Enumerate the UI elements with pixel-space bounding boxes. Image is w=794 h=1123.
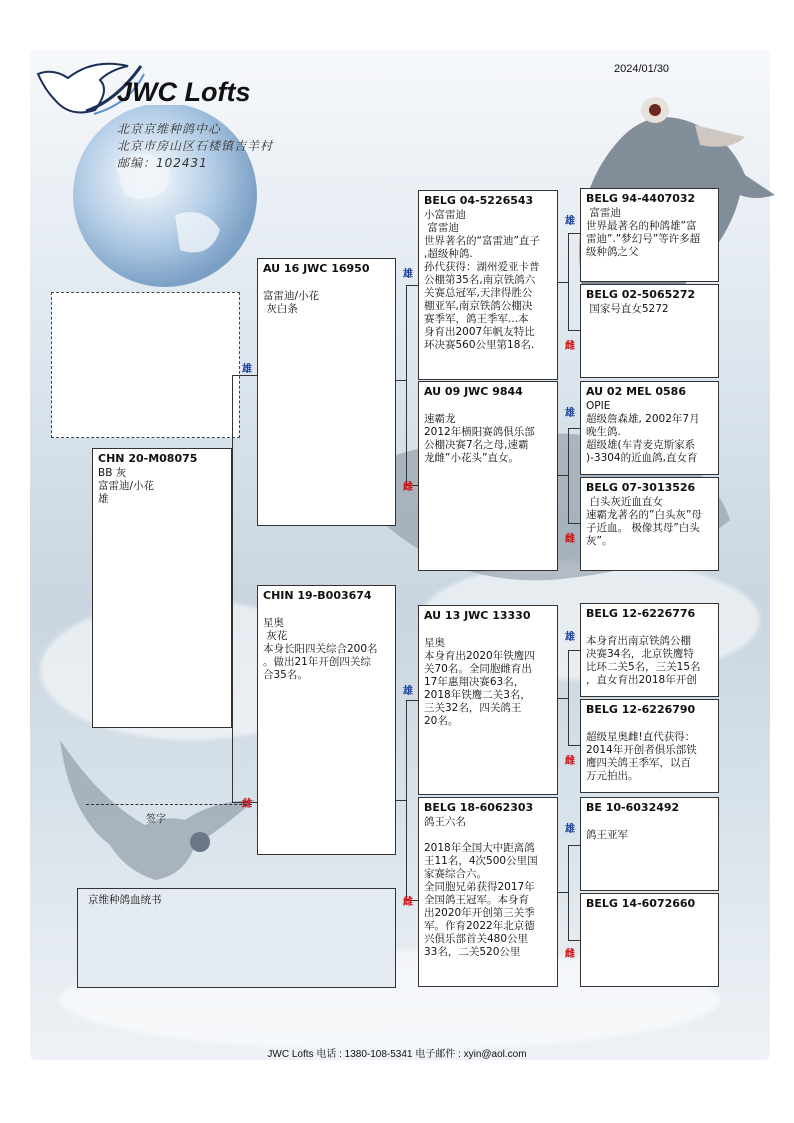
connector-line [568,330,580,331]
connector-line [568,650,569,745]
great-grandparent-box[interactable] [580,477,719,571]
connector-line [406,700,418,701]
certificate-box[interactable] [77,888,396,988]
ring-number: BELG 12-6226790 [586,703,696,716]
address-line-2: 北京市房山区石楼镇吉羊村 [117,139,274,153]
female-marker: 雌 [565,341,575,352]
ring-number: AU 13 JWC 13330 [424,609,531,622]
pigeon-notes: 速霸龙 2012年横阳赛鸽俱乐部 公棚决赛7名之母,速霸 龙雌”小花头”直女。 [424,413,535,464]
photo-placeholder[interactable] [51,292,240,438]
brand-title: JWC Lofts [117,77,251,107]
connector-line [558,892,568,893]
pigeon-notes: 鸽王六名 2018年全国大中距离鸽 王11名，4次500公里国 家赛综合六。 全同胞兄弟获得2017年 全国鸽王冠军。本身育 出2020年开创第三关季 军。作育2022年北京德 兴俱乐部首关480公里 33名，二关520公里 [424,816,538,958]
connector-line [568,523,580,524]
certificate-title: 京维种鸽血统书 [88,894,162,906]
granddam-maternal-box[interactable] [418,797,558,987]
connector-line [232,375,257,376]
pigeon-notes: OPIE 超级詹森雄, 2002年7月 晚生鸽. 超级雄(车青麦克斯家系 )-3304的近血鸽,直女育 [586,400,700,464]
connector-line [396,800,406,801]
ring-number: CHIN 19-B003674 [263,589,372,602]
connector-line [406,700,407,900]
female-marker: 雌 [403,482,413,493]
great-grandparent-box[interactable] [580,381,719,475]
pigeon-notes: 富雷迪/小花 灰白条 [263,290,320,315]
female-marker: 雌 [403,897,413,908]
connector-line [568,233,580,234]
ring-number: AU 02 MEL 0586 [586,385,686,398]
pigeon-box[interactable] [92,448,232,728]
great-grandparent-box[interactable] [580,603,719,697]
dam-box[interactable] [257,585,396,855]
connector-line [232,375,233,802]
pigeon-notes: 本身育出南京铁鸽公棚 决赛34名，北京铁鹰特 比环二关5名，三关15名 ，直女育出2018年开创 [586,635,701,686]
great-grandparent-box[interactable] [580,699,719,793]
male-marker: 雄 [403,686,413,697]
pigeon-notes: 鸽王亚军 [586,829,628,841]
great-grandparent-box[interactable] [580,797,719,891]
female-marker: 雌 [565,949,575,960]
pigeon-notes: 星奥 灰花 本身长阳四关综合200名 。做出21年开创四关综 合35名。 [263,617,378,681]
connector-line [568,428,569,523]
male-marker: 雄 [565,632,575,643]
male-marker: 雄 [565,408,575,419]
pigeon-notes: 白头灰近血直女 速霸龙著名的”白头灰”母 子近血。 极像其母”白头 灰”。 [586,496,702,547]
connector-line [568,940,580,941]
pigeon-notes: 小富雷迪 富雷迪 世界著名的“富雷迪”直子 ,超级种鸽. 孙代获得：湖州爱亚卡普 公棚第35名,南京铁鸽六 关赛总冠军,天津得胜公 棚亚军,南京铁鸽公棚决 赛季军，鸽王季军...本 身育出2007年帆友特比 环决赛560公里第18名. [424,209,540,351]
ring-number: BE 10-6032492 [586,801,680,814]
ring-number: BELG 07-3013526 [586,481,696,494]
connector-line [558,698,568,699]
female-marker: 雌 [565,756,575,767]
footer-contact: JWC Lofts 电话 : 1380-108-5341 电子邮件 : xyin@aol.com [267,1049,527,1060]
great-grandparent-box[interactable] [580,284,719,378]
ring-number: AU 09 JWC 9844 [424,385,523,398]
pigeon-notes: 超级星奥雌!直代获得： 2014年开创者俱乐部铁 鹰四关鸽王季军，以百 万元拍出。 [586,731,697,782]
ring-number: BELG 02-5065272 [586,288,696,301]
female-marker: 雌 [565,534,575,545]
connector-line [568,745,580,746]
signature-line [86,804,252,805]
ring-number: BELG 18-6062303 [424,801,534,814]
ring-number: CHN 20-M08075 [98,452,198,465]
connector-line [568,233,569,330]
male-marker: 雄 [565,824,575,835]
signature-label: 签字 [146,814,166,825]
connector-line [568,845,569,940]
connector-line [406,285,418,286]
sire-box[interactable] [257,258,396,526]
ring-number: BELG 04-5226543 [424,194,534,207]
pigeon-notes: BB 灰 富雷迪/小花 雄 [98,467,155,505]
grandsire-paternal-box[interactable] [418,190,558,380]
granddam-paternal-box[interactable] [418,381,558,571]
connector-line [406,285,407,485]
ring-number: BELG 12-6226776 [586,607,696,620]
connector-line [396,380,406,381]
connector-line [568,428,580,429]
grandsire-maternal-box[interactable] [418,605,558,795]
ring-number: BELG 94-4407032 [586,192,696,205]
pedigree-date: 2024/01/30 [614,63,670,75]
pigeon-notes: 星奥 本身育出2020年铁鹰四 关70名。全同胞雌育出 17年惠翔决赛63名， 2018年铁鹰二关3名， 三关32名，四关鸽王 20名。 [424,637,535,727]
connector-line [568,845,580,846]
connector-line [558,475,568,476]
female-marker: 雌 [242,799,252,810]
pigeon-notes: 富雷迪 世界最著名的种鸽雄”富 雷迪”.”梦幻号”等许多超 级种鸽之父 [586,207,701,258]
pigeon-notes: 国家号直女5272 [586,303,669,315]
connector-line [568,650,580,651]
male-marker: 雄 [242,364,252,375]
address-line-1: 北京京维种鸽中心 [117,122,222,136]
great-grandparent-box[interactable] [580,893,719,987]
great-grandparent-box[interactable] [580,188,719,282]
ring-number: BELG 14-6072660 [586,897,696,910]
address-line-3: 邮编：102431 [117,156,208,170]
male-marker: 雄 [403,269,413,280]
ring-number: AU 16 JWC 16950 [263,262,370,275]
male-marker: 雄 [565,216,575,227]
connector-line [558,282,568,283]
